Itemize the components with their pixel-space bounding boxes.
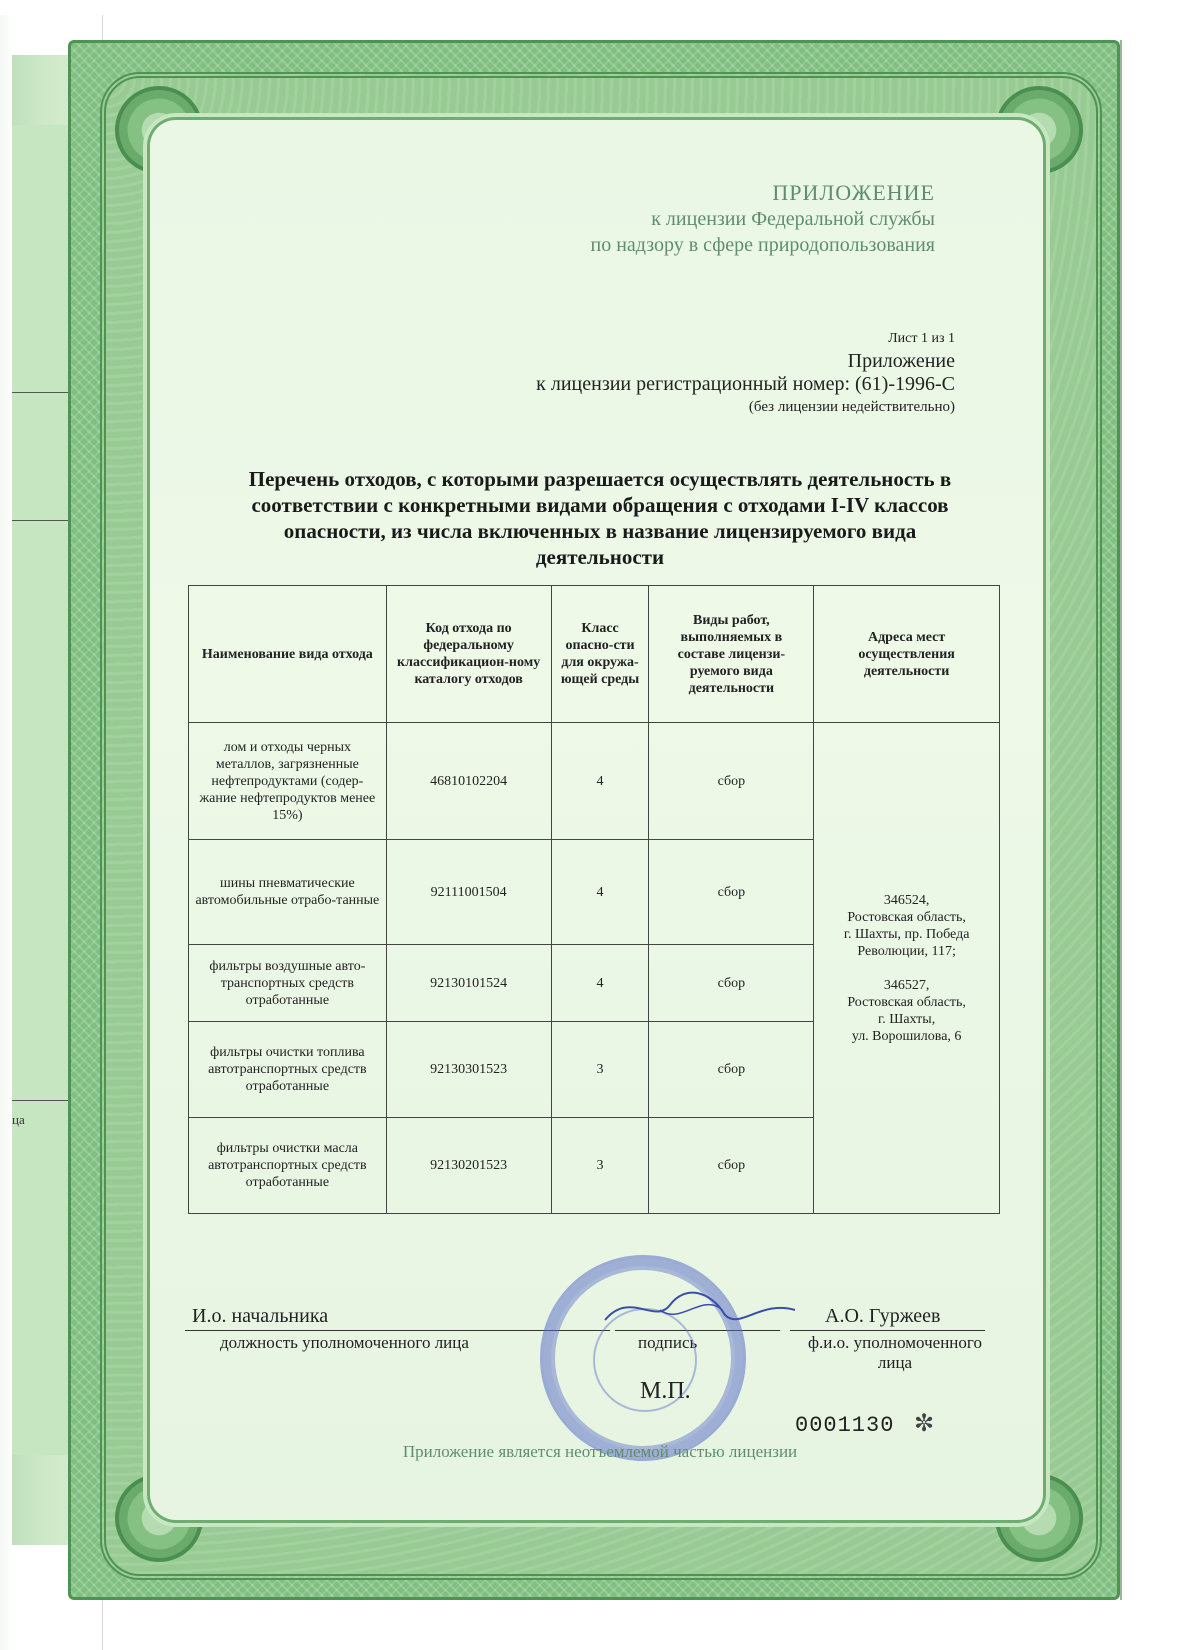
waste-name-cell: лом и отходы черных металлов, загрязненные нефтепродуктами (содер-жание нефтепродуктов менее 15%) (189, 723, 387, 840)
waste-code-cell: 46810102204 (386, 723, 551, 840)
position-value: И.о. начальника (192, 1305, 329, 1327)
header-hazard-class: Класс опасно-сти для окружа-ющей среды (551, 586, 649, 723)
hazard-class-cell: 4 (551, 945, 649, 1022)
position-caption: должность уполномоченного лица (220, 1333, 469, 1352)
name-caption-line: ф.и.о. уполномоченного (808, 1333, 982, 1352)
handwritten-signature (600, 1280, 800, 1340)
table-header-row (189, 586, 1000, 723)
work-type-cell: сбор (649, 1022, 814, 1118)
work-type-cell: сбор (649, 1118, 814, 1214)
appendix-header-line: к лицензии Федеральной службы (651, 208, 935, 230)
address-line: 346524, (883, 892, 930, 908)
hazard-class-cell: 4 (551, 723, 649, 840)
sheet-info (536, 327, 955, 419)
header-work-type: Виды работ, выполняемых в составе лицензи-руемого вида деятельности (649, 586, 814, 723)
address-line: г. Шахты, пр. Победа (843, 926, 970, 942)
appendix-label: Приложение (847, 350, 955, 372)
waste-code-cell: 92130301523 (386, 1022, 551, 1118)
previous-page-fragment: ца (12, 1112, 25, 1127)
footer-note: Приложение является неотъемлемой частью лицензии (402, 1442, 798, 1461)
document-title: Перечень отходов, с которыми разрешается осуществлять деятельность в соответствии с конкретными видами обращения с отходами I-IV классов опасности, из числа включенных в название лицензируемого вида деятельности (248, 467, 952, 569)
waste-code-cell: 92111001504 (386, 840, 551, 945)
work-type-cell: сбор (649, 945, 814, 1022)
waste-name-cell: фильтры очистки топлива автотранспортных средств отработанные (189, 1022, 387, 1118)
work-type-cell: сбор (649, 723, 814, 840)
address-line: 346527, (883, 977, 930, 993)
waste-name-cell: фильтры очистки масла автотранспортных средств отработанные (189, 1118, 387, 1214)
table-row (189, 723, 1000, 840)
appendix-header (591, 180, 936, 258)
seal-caption: М.П. (640, 1378, 691, 1404)
address-line: г. Шахты, (878, 1011, 936, 1027)
serial-number: 0001130 (795, 1413, 895, 1438)
name-value: А.О. Гуржеев (825, 1305, 941, 1327)
serial-mark-icon: ✼ (914, 1411, 935, 1437)
hazard-class-cell: 3 (551, 1118, 649, 1214)
sheet-counter: Лист 1 из 1 (888, 331, 955, 346)
registration-number: к лицензии регистрационный номер: (61)-1996-С (536, 373, 955, 395)
address-line: Революции, 117; (857, 943, 956, 959)
appendix-header-line: по надзору в сфере природопользования (590, 234, 935, 256)
address-line: Ростовская область, (847, 909, 966, 925)
waste-name-cell: шины пневматические автомобильные отрабо-танные (189, 840, 387, 945)
address-spacer (820, 960, 993, 977)
signature-caption: подпись (638, 1333, 698, 1352)
hazard-class-cell: 3 (551, 1022, 649, 1118)
signature-line (790, 1330, 985, 1331)
waste-code-cell: 92130201523 (386, 1118, 551, 1214)
waste-table (188, 585, 1000, 1214)
address-cell (814, 723, 1000, 1214)
waste-code-cell: 92130101524 (386, 945, 551, 1022)
waste-name-cell: фильтры воздушные авто-транспортных средств отработанные (189, 945, 387, 1022)
name-caption-line: лица (877, 1353, 913, 1372)
address-line: ул. Ворошилова, 6 (851, 1028, 962, 1044)
validity-note: (без лицензии недействительно) (748, 399, 955, 415)
work-type-cell: сбор (649, 840, 814, 945)
header-waste-code: Код отхода по федеральному классификацион-ному каталогу отходов (386, 586, 551, 723)
header-waste-name: Наименование вида отхода (189, 586, 387, 723)
name-caption (800, 1333, 990, 1373)
hazard-class-cell: 4 (551, 840, 649, 945)
appendix-header-title: ПРИЛОЖЕНИЕ (772, 180, 935, 205)
page-edge (1120, 40, 1122, 1600)
header-address: Адреса мест осуществления деятельности (814, 586, 1000, 723)
address-line: Ростовская область, (847, 994, 966, 1010)
